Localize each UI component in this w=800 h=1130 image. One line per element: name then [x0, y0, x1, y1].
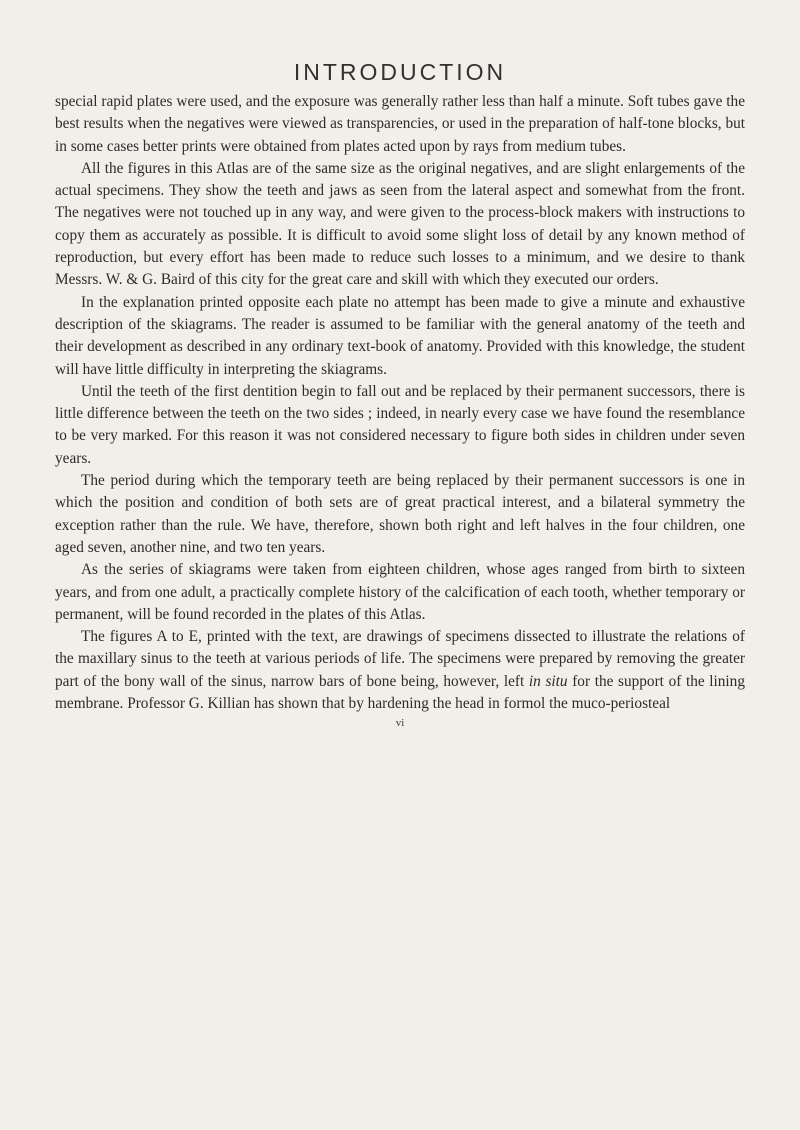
paragraph-first-dentition: Until the teeth of the first dentition begin to fall out and be replaced by their permanent successors, there is little difference between the teeth on the two sides ; indeed, in nearly every case we have found the resemblance to be very marked. For this reason it was not considered necessary to figure both sides in children under seven years. — [55, 382, 745, 467]
paragraph-text-after: for the support of the lining membrane. Professor G. Killian has shown that by hardening the head in formol the muco-periosteal — [55, 672, 745, 713]
paragraph-continuation: special rapid plates were used, and the exposure was generally rather less than half a minute. Soft tubes gave the best results when the negatives were viewed as transparencies, or used in the preparation of half-tone blocks, but in some cases better prints were obtained from plates acted upon by rays from medium tubes. — [55, 93, 745, 155]
page-title: INTRODUCTION — [293, 59, 507, 85]
paragraph-explanation: In the explanation printed opposite each plate no attempt has been made to give a minute and exhaustive description of the skiagrams. The reader is assumed to be familiar with the general anatomy of the teeth and their development as described in any ordinary text-book of anatomy. Provided with this knowledge, the student will have little difficulty in interpreting the skiagrams. — [55, 293, 745, 378]
paragraph-figures-size: All the figures in this Atlas are of the same size as the original negatives, and are slight enlargements of the actual specimens. They show the teeth and jaws as seen from the lateral aspect and somewhat from the front. The negatives were not touched up in any way, and were given to the process-block makers with instructions to copy them as accurately as possible. It is difficult to avoid some slight loss of detail by any known method of reproduction, but every effort has been made to reduce such losses to a minimum, and we desire to thank Messrs. W. & G. Baird of this city for the great care and skill with which they executed our orders. — [55, 159, 745, 289]
italic-phrase: in situ — [528, 672, 568, 690]
paragraph-series: As the series of skiagrams were taken from eighteen children, whose ages ranged from birth to sixteen years, and from one adult, a practically complete history of the calcification of each tooth, whether temporary or permanent, will be found recorded in the plates of this Atlas. — [55, 561, 745, 623]
book-page — [55, 57, 745, 730]
page-number: vi — [395, 717, 405, 730]
paragraph-replacement-period: The period during which the temporary teeth are being replaced by their permanent successors is one in which the position and condition of both sets are of great practical interest, and a bilateral symmetry the exception rather than the rule. We have, therefore, shown both right and left halves in the four children, one aged seven, another nine, and two ten years. — [55, 472, 745, 556]
paragraph-figures-a-to-e — [55, 626, 745, 715]
paragraph-text-before: The figures A to E, printed with the text, are drawings of specimens dissected to illustrate the relations of the maxillary sinus to the teeth at various periods of life. The specimens were prepared by removing the greater part of the bony wall of the sinus, narrow bars of bone being, however, left — [55, 628, 745, 690]
